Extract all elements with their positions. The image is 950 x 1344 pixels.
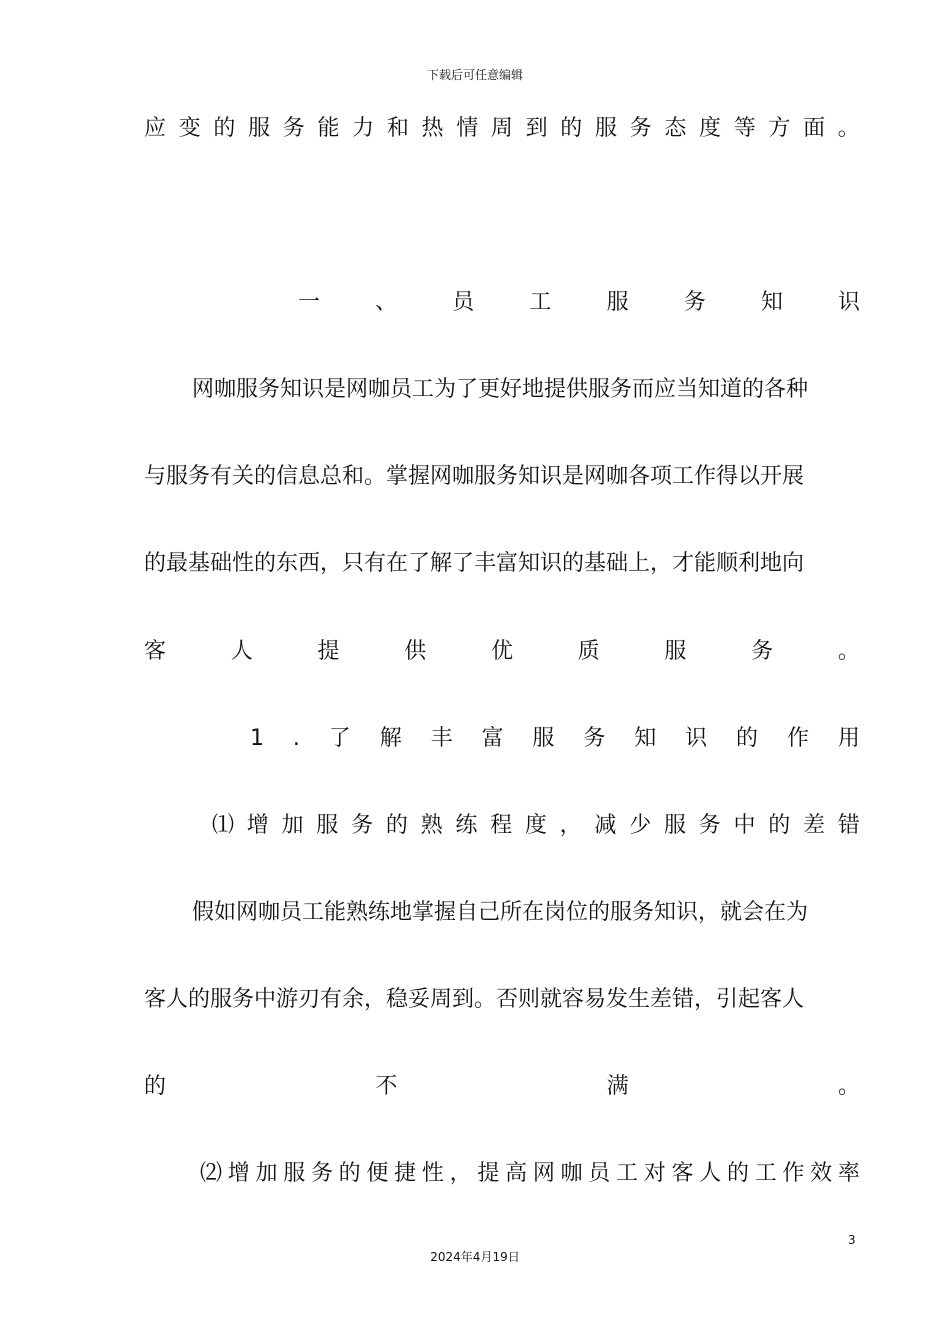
text-char: 识 <box>837 290 860 315</box>
text-char: 方 <box>768 116 791 141</box>
text-char: 的 <box>385 813 408 838</box>
section-heading <box>298 286 860 320</box>
text-char: ⑴ <box>212 813 235 838</box>
text-char: 务 <box>698 813 721 838</box>
text-char: 人 <box>699 1161 722 1186</box>
text-char: 作 <box>782 1161 805 1186</box>
text-char: 度 <box>699 116 722 141</box>
text-char: 不 <box>375 1074 398 1099</box>
text-char: 周 <box>490 116 513 141</box>
text-char: 优 <box>490 639 513 664</box>
text-char: 度 <box>524 813 547 838</box>
text-char: 的 <box>726 1161 749 1186</box>
text-char: 增 <box>246 813 269 838</box>
text-char: 客 <box>671 1161 694 1186</box>
text-char: 的 <box>560 116 583 141</box>
text-char: 工 <box>616 1161 639 1186</box>
text-char: 熟 <box>420 813 443 838</box>
text-char: 中 <box>733 813 756 838</box>
text-char: ， <box>559 813 582 838</box>
paragraph-line: 假如网咖员工能熟练地掌握自己所在岗位的服务知识，就会在为 <box>192 900 809 925</box>
text-char: 知 <box>634 726 657 751</box>
paragraph-line: 与服务有关的信息总和。掌握网咖服务知识是网咖各项工作得以开展 <box>144 464 805 489</box>
text-char: 热 <box>421 116 444 141</box>
paragraph-line: 的最基础性的东西，只有在了解了丰富知识的基础上，才能顺利地向 <box>144 551 805 576</box>
text-char: 高 <box>505 1161 528 1186</box>
text-char: 客 <box>144 639 167 664</box>
text-char: 务 <box>751 639 774 664</box>
text-char: 。 <box>837 1074 860 1099</box>
text-char: 服 <box>663 813 686 838</box>
text-char: 能 <box>317 116 340 141</box>
text-char: 服 <box>316 813 339 838</box>
text-char: 加 <box>281 813 304 838</box>
text-char: 服 <box>606 290 629 315</box>
text-char: 提 <box>317 639 340 664</box>
text-char: 知 <box>760 290 783 315</box>
page-footer-date: 2024年4月19日 <box>430 1250 520 1264</box>
text-char: 率 <box>837 1161 860 1186</box>
text-char: 一 <box>298 290 321 315</box>
subsection-heading <box>250 722 860 756</box>
text-char: 情 <box>456 116 479 141</box>
text-char: 加 <box>255 1161 278 1186</box>
text-char: 练 <box>455 813 478 838</box>
text-char: 员 <box>588 1161 611 1186</box>
text-char: 态 <box>664 116 687 141</box>
text-char: 作 <box>786 726 809 751</box>
text-char: 程 <box>490 813 513 838</box>
text-char: 少 <box>629 813 652 838</box>
text-char: 员 <box>452 290 475 315</box>
text-char: 服 <box>664 639 687 664</box>
text-char: 服 <box>594 116 617 141</box>
paragraph-line <box>144 1070 860 1104</box>
subsection-item <box>212 809 860 843</box>
text-char: 丰 <box>430 726 453 751</box>
text-char: 务 <box>282 116 305 141</box>
text-char: 的 <box>338 1161 361 1186</box>
text-char: 服 <box>248 116 271 141</box>
page-number: 3 <box>848 1233 856 1247</box>
text-char: 差 <box>803 813 826 838</box>
text-char: 应 <box>144 116 167 141</box>
text-char: 人 <box>230 639 253 664</box>
text-char: 。 <box>837 639 860 664</box>
text-char: 等 <box>733 116 756 141</box>
text-char: 服 <box>283 1161 306 1186</box>
text-char: 解 <box>379 726 402 751</box>
text-char: 到 <box>525 116 548 141</box>
text-char: ， <box>449 1161 472 1186</box>
paragraph-line <box>144 635 860 669</box>
text-char: 质 <box>577 639 600 664</box>
text-char: 供 <box>404 639 427 664</box>
text-char: 了 <box>328 726 351 751</box>
text-char: ⑵ <box>200 1161 223 1186</box>
text-char: 的 <box>736 726 759 751</box>
text-char: 工 <box>529 290 552 315</box>
text-char: 富 <box>481 726 504 751</box>
subsection-item <box>200 1157 860 1191</box>
text-char: 、 <box>375 290 398 315</box>
text-char: 性 <box>421 1161 444 1186</box>
text-char: 对 <box>643 1161 666 1186</box>
paragraph-line <box>144 112 860 146</box>
text-char: 工 <box>754 1161 777 1186</box>
text-char: 面 <box>803 116 826 141</box>
text-char: 错 <box>837 813 860 838</box>
text-char: 和 <box>386 116 409 141</box>
text-char: 效 <box>810 1161 833 1186</box>
text-char: 务 <box>310 1161 333 1186</box>
text-char: 识 <box>685 726 708 751</box>
text-char: 的 <box>213 116 236 141</box>
text-char: 1 <box>250 726 264 751</box>
text-char: 提 <box>477 1161 500 1186</box>
text-char: 增 <box>227 1161 250 1186</box>
text-char: 捷 <box>394 1161 417 1186</box>
text-char: 力 <box>352 116 375 141</box>
text-char: . <box>292 726 300 751</box>
text-char: 用 <box>837 726 860 751</box>
text-char: 便 <box>366 1161 389 1186</box>
text-char: 咖 <box>560 1161 583 1186</box>
text-char: 务 <box>583 726 606 751</box>
text-char: 务 <box>629 116 652 141</box>
text-char: 务 <box>683 290 706 315</box>
paragraph-line: 客人的服务中游刃有余，稳妥周到。否则就容易发生差错，引起客人 <box>144 987 805 1012</box>
text-char: 网 <box>532 1161 555 1186</box>
text-char: 的 <box>144 1074 167 1099</box>
paragraph-line: 网咖服务知识是网咖员工为了更好地提供服务而应当知道的各种 <box>192 377 809 402</box>
text-char: 减 <box>594 813 617 838</box>
text-char: 服 <box>532 726 555 751</box>
text-char: 务 <box>351 813 374 838</box>
text-char: 的 <box>768 813 791 838</box>
page-header: 下载后可任意编辑 <box>426 68 523 82</box>
text-char: 变 <box>178 116 201 141</box>
text-char: 。 <box>837 116 860 141</box>
text-char: 满 <box>606 1074 629 1099</box>
